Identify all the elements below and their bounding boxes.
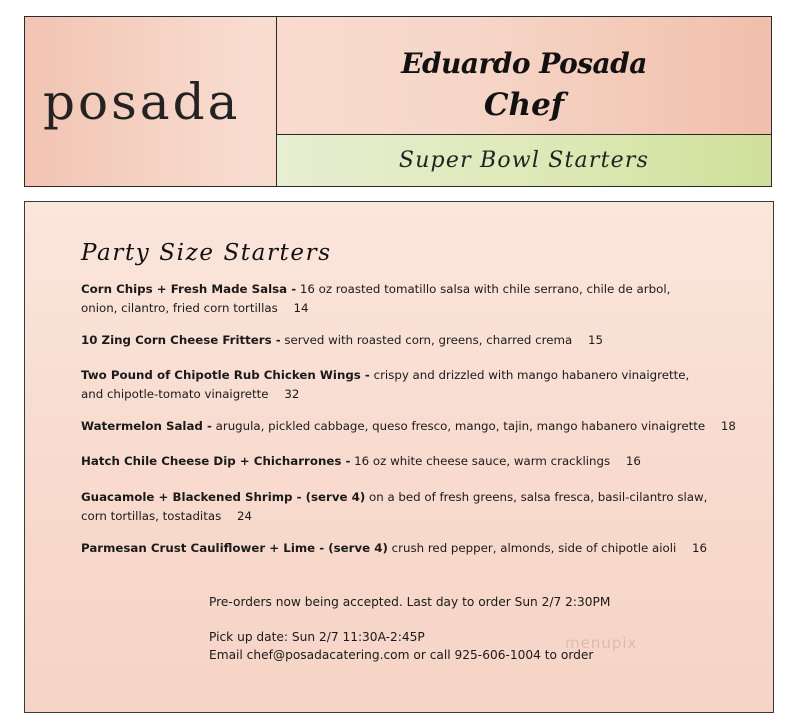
item-price: 16 xyxy=(692,541,708,555)
item-description: arugula, pickled cabbage, queso fresco, mango, tajin, mango habanero vinaigrette xyxy=(215,419,706,433)
menu-item xyxy=(81,539,751,558)
item-description: on a bed of fresh greens, salsa fresca, basil-cilantro slaw, xyxy=(369,490,708,504)
preorder-note: Pre-orders now being accepted. Last day to order Sun 2/7 2:30PM xyxy=(209,595,611,609)
item-price: 24 xyxy=(236,509,252,523)
menu-item xyxy=(81,452,751,471)
pickup-note: Pick up date: Sun 2/7 11:30A-2:45P xyxy=(209,630,425,644)
menu-item xyxy=(81,280,751,318)
menu-item xyxy=(81,331,751,350)
item-description-cont: onion, cilantro, fried corn tortillas xyxy=(81,301,278,315)
logo-panel xyxy=(25,17,277,186)
item-description: crush red pepper, almonds, side of chipotle aioli xyxy=(391,541,677,555)
item-description-cont: and chipotle-tomato vinaigrette xyxy=(81,387,269,401)
chef-title: Chef xyxy=(483,87,565,123)
item-name: Two Pound of Chipotle Rub Chicken Wings - xyxy=(81,368,370,382)
item-description-cont: corn tortillas, tostaditas xyxy=(81,509,222,523)
item-name: Watermelon Salad - xyxy=(81,419,212,433)
menu-header xyxy=(24,16,772,187)
menu-subtitle: Super Bowl Starters xyxy=(398,148,650,173)
item-description: 16 oz white cheese sauce, warm cracklings xyxy=(354,454,611,468)
menu-body xyxy=(24,201,774,713)
item-name: Parmesan Crust Cauliflower + Lime - (serve 4) xyxy=(81,541,388,555)
item-price: 18 xyxy=(720,419,736,433)
item-price: 16 xyxy=(625,454,641,468)
menu-item xyxy=(81,366,751,404)
item-price: 15 xyxy=(587,333,603,347)
menu-item xyxy=(81,488,751,526)
chef-name: Eduardo Posada xyxy=(401,47,647,80)
section-title: Party Size Starters xyxy=(81,240,332,266)
item-name: Hatch Chile Cheese Dip + Chicharrones - xyxy=(81,454,351,468)
item-description: served with roasted corn, greens, charred crema xyxy=(284,333,573,347)
chef-panel xyxy=(277,17,771,135)
item-description: crispy and drizzled with mango habanero vinaigrette, xyxy=(373,368,690,382)
restaurant-logo: posada xyxy=(43,73,241,131)
item-name: Guacamole + Blackened Shrimp - (serve 4) xyxy=(81,490,366,504)
subtitle-banner xyxy=(277,135,771,186)
item-name: 10 Zing Corn Cheese Fritters - xyxy=(81,333,281,347)
item-price: 32 xyxy=(284,387,300,401)
item-name: Corn Chips + Fresh Made Salsa - xyxy=(81,282,297,296)
contact-note: Email chef@posadacatering.com or call 925-606-1004 to order xyxy=(209,648,594,662)
item-price: 14 xyxy=(293,301,309,315)
menu-item xyxy=(81,417,751,436)
watermark: menupix xyxy=(565,634,638,652)
item-description: 16 oz roasted tomatillo salsa with chile serrano, chile de arbol, xyxy=(299,282,671,296)
